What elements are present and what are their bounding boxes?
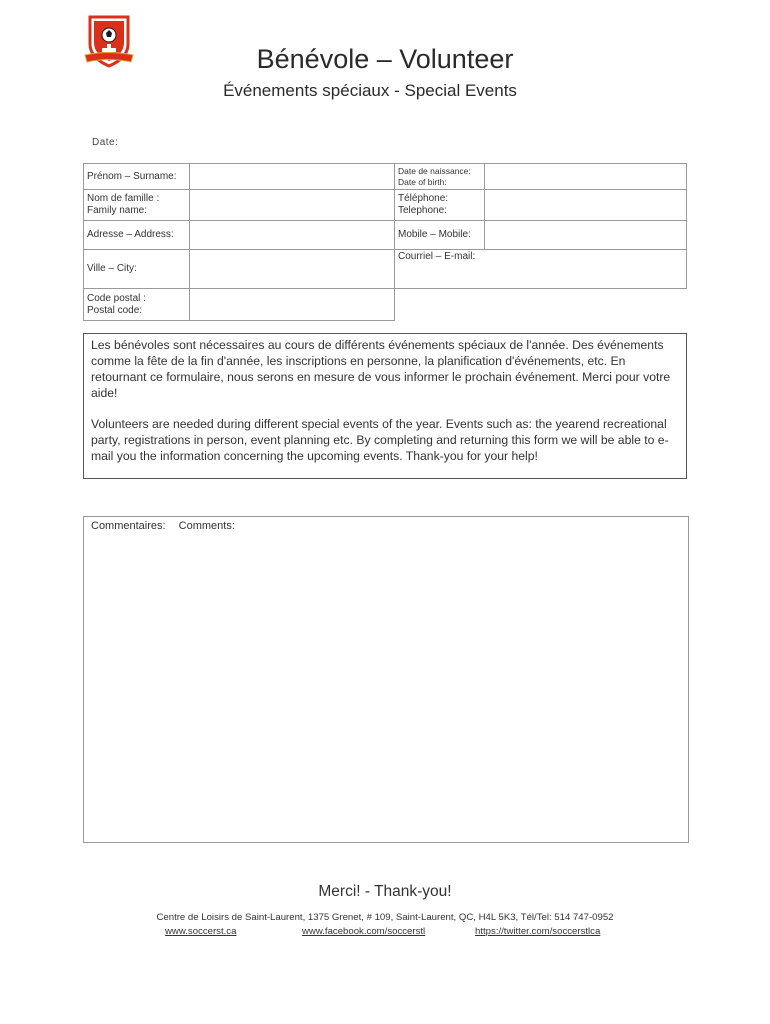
- address-input[interactable]: [189, 220, 395, 250]
- website-link[interactable]: www.soccerst.ca: [165, 926, 237, 937]
- mobile-label-text: Mobile – Mobile:: [398, 229, 471, 240]
- page-title: Bénévole – Volunteer: [256, 44, 514, 74]
- page-subtitle: Événements spéciaux - Special Events: [223, 81, 517, 100]
- city-input[interactable]: [189, 249, 395, 289]
- firstname-input[interactable]: [189, 163, 395, 190]
- phone-label-fr: Téléphone:: [398, 193, 449, 204]
- birthdate-label-en: Date of birth:: [398, 176, 447, 187]
- firstname-label: [83, 163, 190, 190]
- phone-label-en: Telephone:: [398, 205, 447, 216]
- postal-label-fr: Code postal :: [87, 292, 146, 304]
- familyname-input[interactable]: [189, 189, 395, 221]
- phone-input[interactable]: [484, 189, 687, 221]
- birthdate-input[interactable]: [484, 163, 687, 190]
- postal-label: [83, 288, 190, 321]
- address-label-text: Adresse – Address:: [87, 229, 174, 240]
- birthdate-label: [394, 163, 485, 190]
- familyname-label: [83, 189, 190, 221]
- email-input[interactable]: [394, 249, 687, 289]
- footer-address: Centre de Loisirs de Saint-Laurent, 1375 Grenet, # 109, Saint-Laurent, QC, H4L 5K3, Tél/Tel: 514 747-0952: [156, 912, 614, 923]
- mobile-input[interactable]: [484, 220, 687, 250]
- city-label: [83, 249, 190, 289]
- birthdate-label-fr: Date de naissance:: [398, 165, 471, 176]
- comments-label-fr: Commentaires:: [91, 520, 166, 532]
- postal-input[interactable]: [189, 288, 395, 321]
- address-label: [83, 220, 190, 250]
- info-box: [83, 333, 687, 479]
- familyname-label-fr: Nom de famille :: [87, 193, 160, 204]
- firstname-label-text: Prénom – Surname:: [87, 170, 177, 182]
- thanks-text: Merci! - Thank-you!: [318, 883, 452, 900]
- city-label-text: Ville – City:: [87, 263, 137, 274]
- comments-textarea[interactable]: [83, 516, 689, 843]
- phone-label: [394, 189, 485, 221]
- postal-label-en: Postal code:: [87, 304, 143, 316]
- mobile-label: [394, 220, 485, 250]
- info-text-fr: Les bénévoles sont nécessaires au cours de différents événements spéciaux de l'année. Des événements comme la fête de la fin d'année, les inscriptions en personne, la planification d'événements, etc. En retournant ce formulaire, nous serons en mesure de vous informer le prochain événement. Merci pour votre aide!: [91, 338, 671, 400]
- comments-label-en: Comments:: [178, 520, 235, 532]
- info-text-en: Volunteers are needed during different special events of the year. Events such as: the yearend recreational party, registrations in person, event planning etc. By completing and returning this form we will be able to e-mail you the information concerning the upcoming events. Thank-you for your help!: [91, 417, 669, 463]
- twitter-link[interactable]: https://twitter.com/soccerstlca: [475, 926, 601, 937]
- email-label: Courriel – E-mail:: [398, 251, 476, 262]
- facebook-link[interactable]: www.facebook.com/soccerstl: [302, 926, 426, 937]
- date-label: Date:: [92, 137, 119, 148]
- familyname-label-en: Family name:: [87, 205, 148, 216]
